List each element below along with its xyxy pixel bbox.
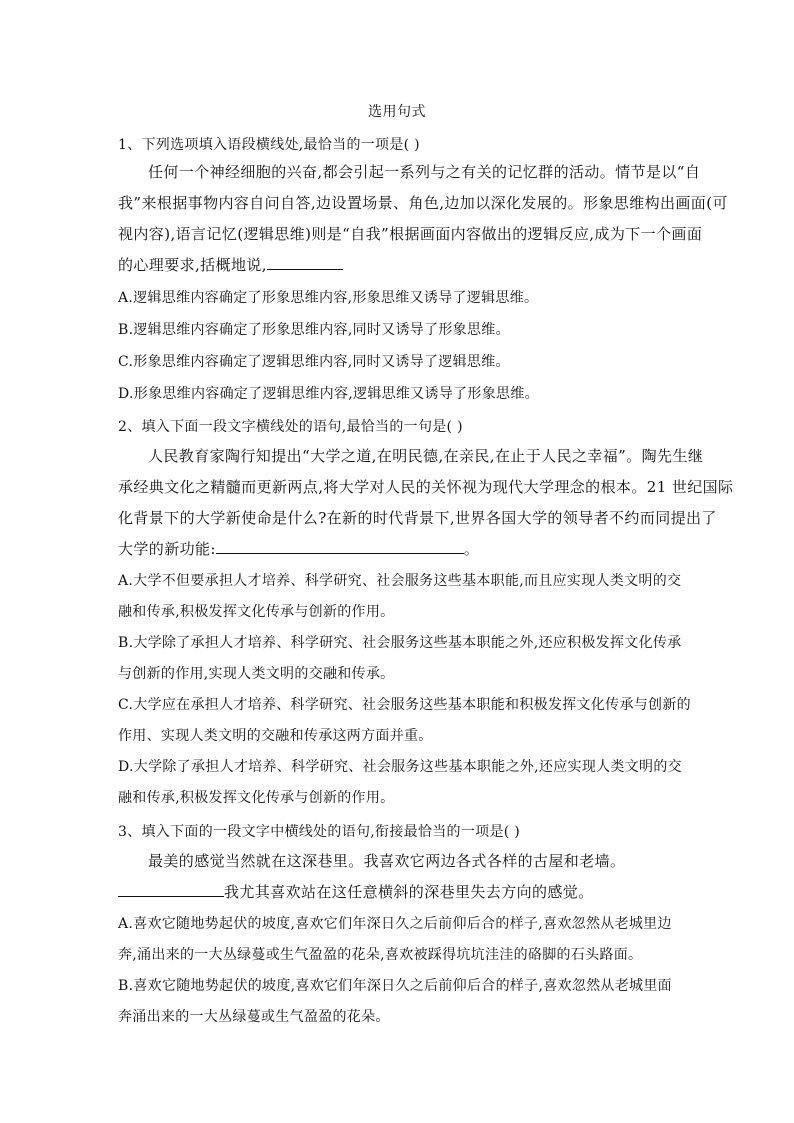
option-line: 融和传承,积极发挥文化传承与创新的作用。: [118, 604, 395, 620]
option-line: B.大学除了承担人才培养、科学研究、社会服务这些基本职能之外,还应积极发挥文化传承: [118, 635, 682, 651]
question-2-option-d: [118, 752, 682, 814]
question-1-stem: 1、下列选项填入语段横线处,最恰当的一项是( ): [118, 137, 420, 153]
question-2-option-c: [118, 690, 691, 752]
option-line: A.大学不但要承担人才培养、科学研究、社会服务这些基本职能,而且应实现人类文明的交: [118, 573, 682, 589]
option-line: 奔,涌出来的一大丛绿蔓或生气盈盈的花朵,喜欢被踩得坑坑洼洼的硌脚的石头路面。: [118, 947, 643, 963]
passage-line: 人民教育家陶行知提出“大学之道,在明民德,在亲民,在止于人民之幸福”。陶先生继: [148, 447, 704, 465]
question-1-option-c: C.形象思维内容确定了逻辑思维内容,同时又诱导了逻辑思维。: [118, 354, 510, 370]
option-line: D.大学除了承担人才培养、科学研究、社会服务这些基本职能之外,还应实现人类文明的交: [118, 759, 682, 775]
question-2-stem: 2、填入下面一段文字横线处的语句,最恰当的一句是( ): [118, 419, 463, 435]
passage-line: 最美的感觉当然就在这深巷里。我喜欢它两边各式各样的古屋和老墙。: [148, 852, 626, 870]
question-1-option-b: B.逻辑思维内容确定了形象思维内容,同时又诱导了形象思维。: [118, 322, 510, 338]
question-1-option-d: D.形象思维内容确定了逻辑思维内容,逻辑思维又诱导了形象思维。: [118, 386, 539, 402]
passage-line-text: 我尤其喜欢站在这任意横斜的深巷里失去方向的感觉。: [224, 883, 594, 901]
answer-blank: [216, 539, 464, 554]
question-1-option-a: A.逻辑思维内容确定了形象思维内容,形象思维又诱导了逻辑思维。: [118, 290, 539, 306]
answer-blank: [118, 882, 224, 897]
passage-line: [118, 250, 678, 281]
option-line: A.喜欢它随地势起伏的坡度,喜欢它们年深日久之后前仰后合的样子,喜欢忽然从老城里边: [118, 916, 672, 932]
option-line: C.大学应在承担人才培养、科学研究、社会服务这些基本职能和积极发挥文化传承与创新的: [118, 697, 691, 713]
option-line: 融和传承,积极发挥文化传承与创新的作用。: [118, 790, 395, 806]
passage-line: [118, 534, 678, 565]
document-title: 选用句式: [368, 104, 426, 120]
passage-line: 化背景下的大学新使命是什么?在新的时代背景下,世界各国大学的领导者不约而同提出了: [118, 509, 717, 527]
question-2-option-b: [118, 628, 682, 690]
option-line: 作用、实现人类文明的交融和传承这两方面并重。: [118, 728, 433, 744]
passage-line-end: 。: [463, 540, 480, 558]
passage-line: 承经典文化之精髓而更新两点,将大学对人民的关怀视为现代大学理念的根本。21 世纪国际: [118, 478, 734, 496]
passage-line: [118, 877, 678, 908]
option-line: 奔涌出来的一大丛绿蔓或生气盈盈的花朵。: [118, 1009, 390, 1025]
question-2-passage: [118, 441, 734, 565]
passage-line: 任何一个神经细胞的兴奋,都会引起一系列与之有关的记忆群的活动。情节是以“自: [148, 163, 701, 181]
question-3-option-b: [118, 971, 672, 1033]
answer-blank: [267, 255, 343, 270]
question-3-stem: 3、填入下面的一段文字中横线处的语句,衔接最恰当的一项是( ): [118, 824, 521, 840]
question-3-option-a: [118, 909, 672, 971]
question-1-passage: [118, 157, 728, 281]
passage-line: 我”来根据事物内容自问自答,边设置场景、角色,边加以深化发展的。形象思维构出画面(可: [118, 194, 728, 212]
option-line: 与创新的作用,实现人类文明的交融和传承。: [118, 666, 395, 682]
passage-line: 视内容),语言记忆(逻辑思维)则是“自我”根据画面内容做出的逻辑反应,成为下一个画面: [118, 225, 703, 243]
passage-line-text: 的心理要求,括概地说,: [118, 256, 267, 274]
option-line: B.喜欢它随地势起伏的坡度,喜欢它们年深日久之后前仰后合的样子,喜欢忽然从老城里面: [118, 978, 672, 994]
question-2-option-a: [118, 566, 681, 628]
question-3-passage: [118, 846, 678, 908]
passage-line-text: 大学的新功能:: [118, 540, 216, 558]
